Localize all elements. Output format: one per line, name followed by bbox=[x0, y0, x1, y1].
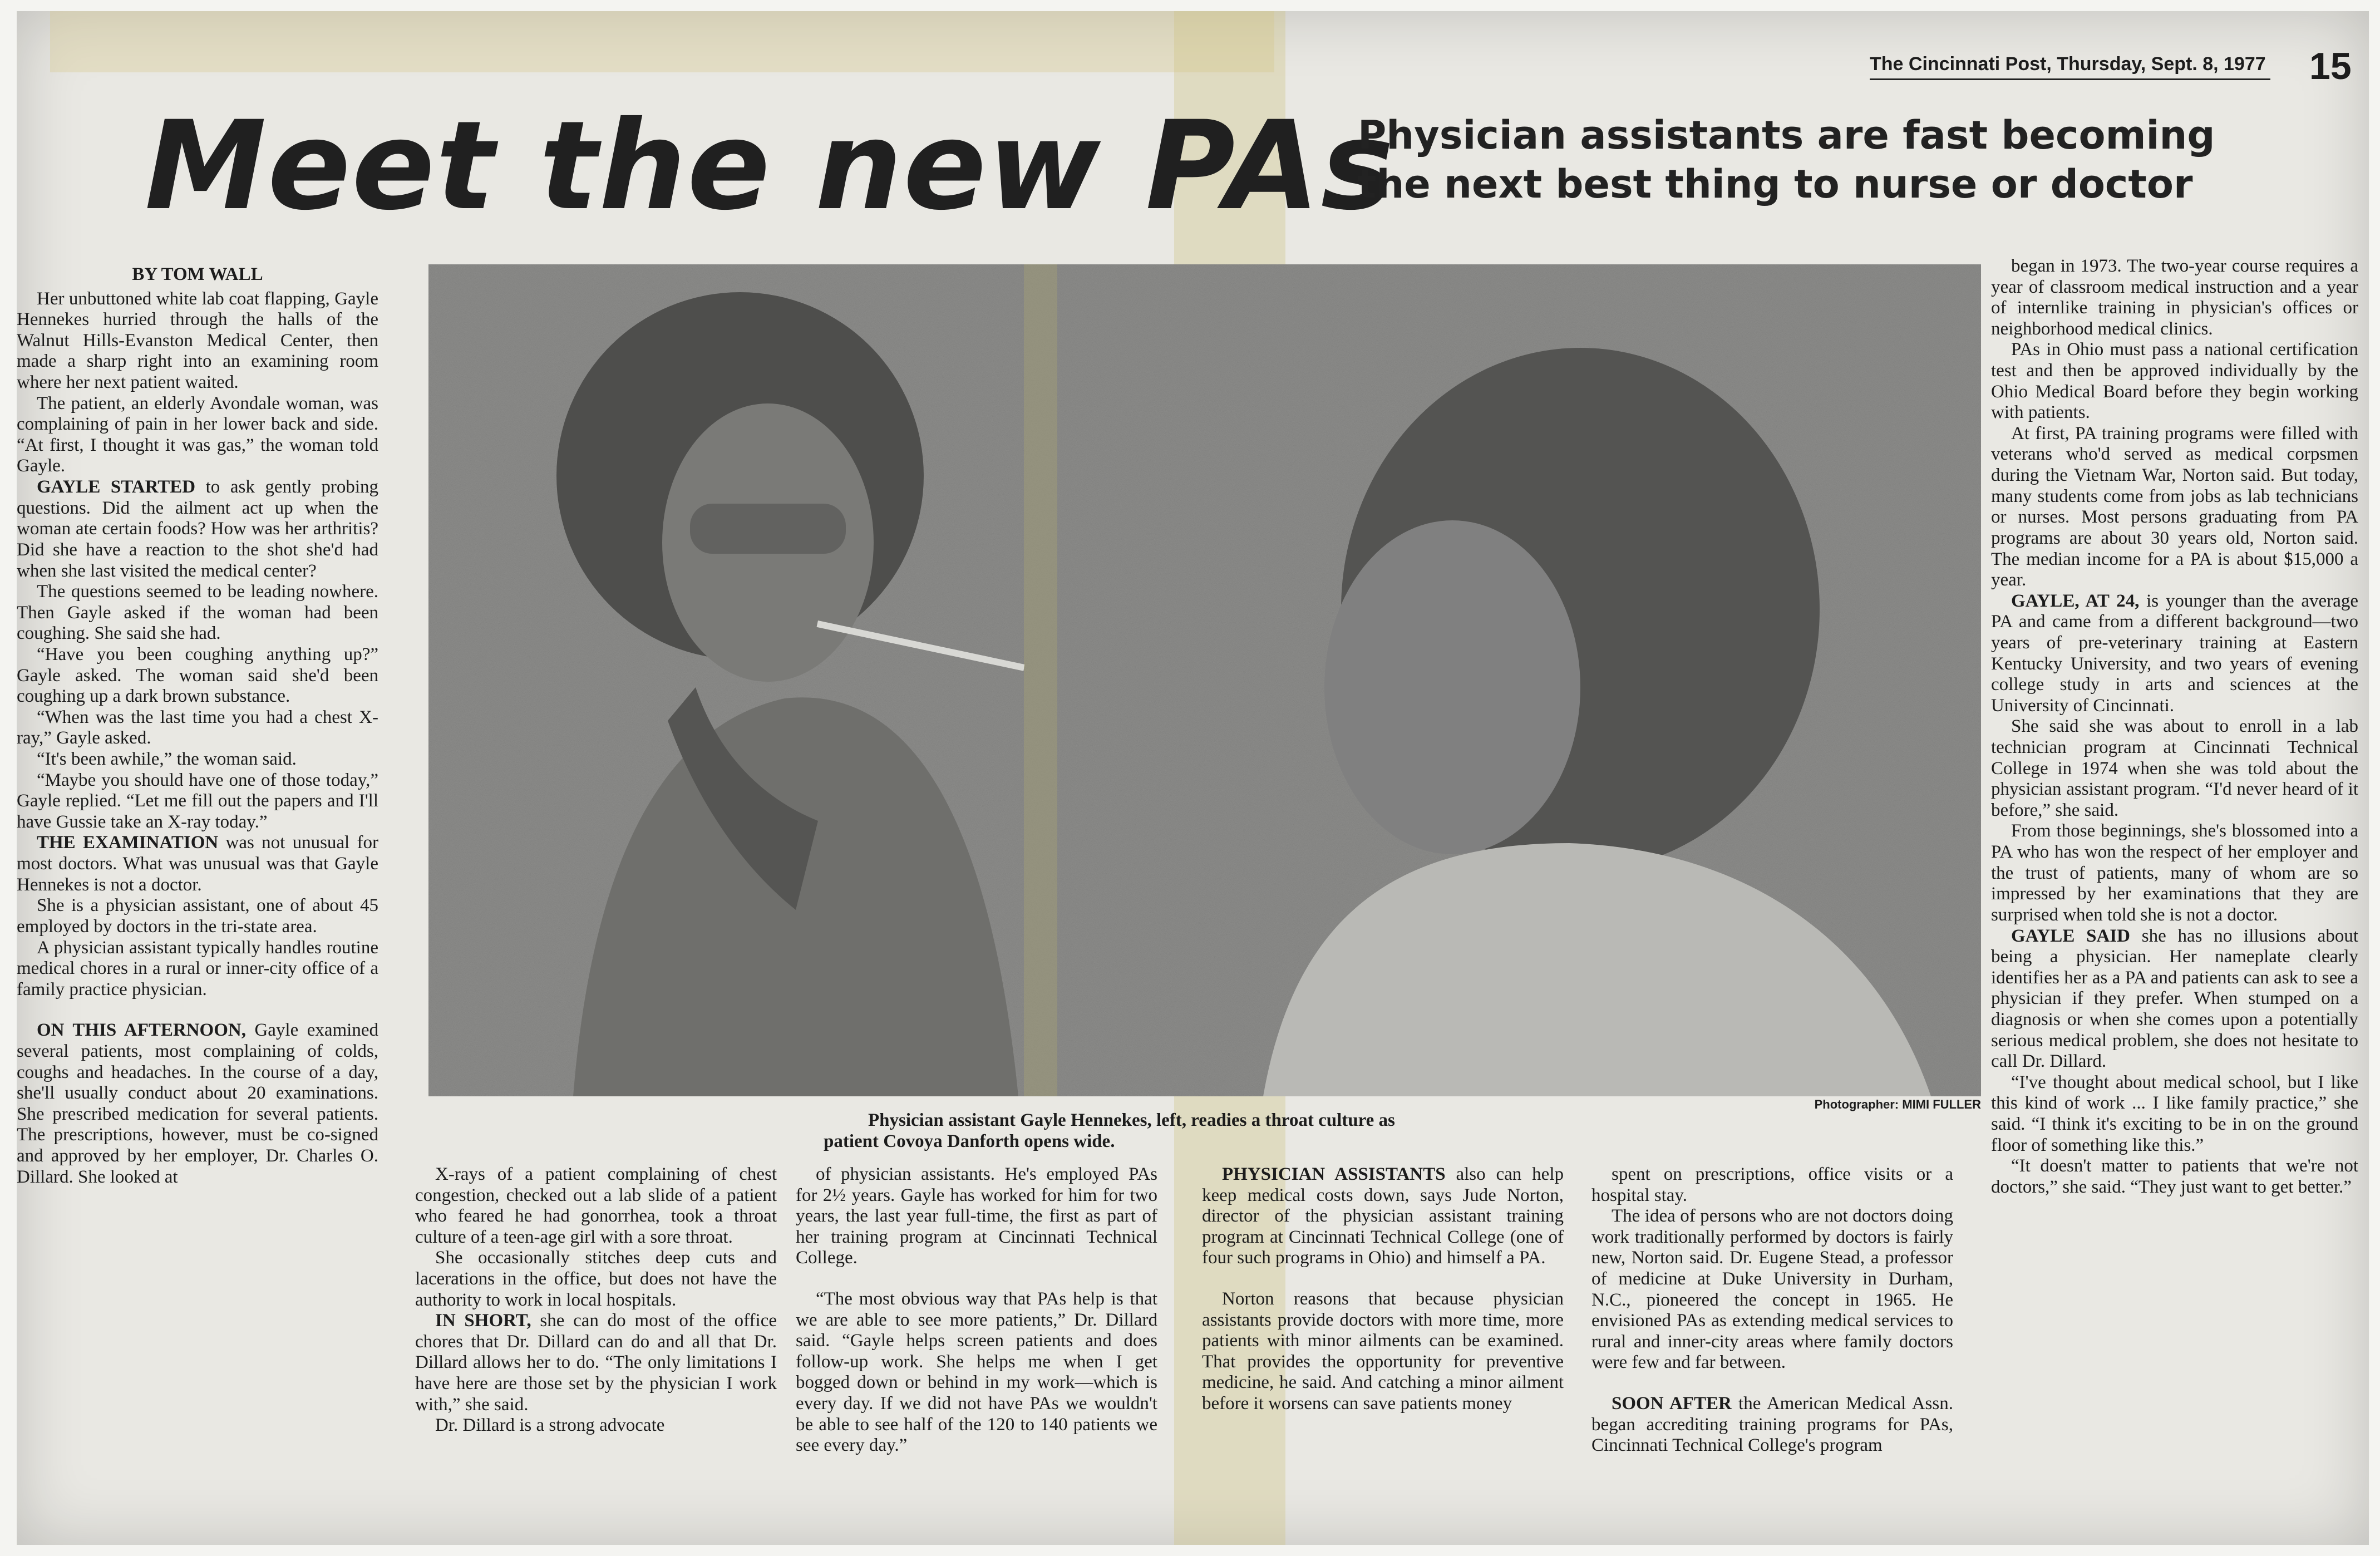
paragraph-text: “It doesn't matter to patients that we're not doctors,” she said. “They just want to get better.” bbox=[1991, 1156, 2358, 1197]
paragraph-text: to ask gently probing questions. Did the ailment act up when the woman ate certain foods? How was her arthritis? Did she have a reaction to the shot she'd had when she last visited the medical center? bbox=[17, 477, 378, 581]
article-paragraph bbox=[1991, 1072, 2358, 1156]
article-paragraph bbox=[1991, 424, 2358, 591]
paragraph-text: The idea of persons who are not doctors doing work traditionally performed by doctors is fairly new, Norton said. Dr. Eugene Stead, a professor of medicine at Duke University in Durham, N.C., pioneered the concept in 1965. He envisioned PAs as extending medical services to rural and inner-city areas where family doctors were few and far between. bbox=[1591, 1206, 1953, 1373]
article-paragraph bbox=[17, 938, 378, 1001]
article-paragraph bbox=[1202, 1164, 1564, 1269]
article-column-6 bbox=[1991, 256, 2358, 1539]
article-paragraph bbox=[17, 289, 378, 393]
article-paragraph bbox=[415, 1415, 777, 1436]
subhead-lead: IN SHORT, bbox=[435, 1311, 531, 1331]
article-paragraph bbox=[1591, 1206, 1953, 1373]
paragraph-text: “The most obvious way that PAs help is that we are able to see more patients,” Dr. Dillard said. “Gayle helps screen patients and does follow-up work. She helps me when I get bogged down or behind in my work—which is every day. If we did not have PAs we wouldn't be able to see half of the 120 to 140 patients we see every day.” bbox=[796, 1289, 1157, 1456]
paragraph-text: X-rays of a patient complaining of chest congestion, checked out a lab slide of a patient who feared he had gonorrhea, took a throat culture of a teen-age girl with a sore throat. bbox=[415, 1164, 777, 1247]
article-paragraph bbox=[796, 1164, 1157, 1269]
paragraph-gap bbox=[1202, 1269, 1564, 1289]
article-paragraph bbox=[415, 1311, 777, 1415]
photo-image bbox=[428, 264, 1981, 1096]
article-paragraph bbox=[17, 582, 378, 644]
article-paragraph bbox=[17, 393, 378, 477]
tape-stain bbox=[50, 11, 1274, 72]
paragraph-text: Dr. Dillard is a strong advocate bbox=[435, 1415, 665, 1436]
paragraph-gap bbox=[17, 1000, 378, 1020]
page-number: 15 bbox=[2309, 45, 2352, 87]
paragraph-text: the American Medical Assn. began accrediting training programs for PAs, Cincinnati Technical College's program bbox=[1591, 1393, 1953, 1456]
byline: BY TOM WALL bbox=[132, 264, 263, 284]
article-paragraph bbox=[1202, 1289, 1564, 1415]
article-paragraph bbox=[796, 1289, 1157, 1456]
photo-fold bbox=[1024, 264, 1057, 1096]
paragraph-gap bbox=[796, 1269, 1157, 1289]
article-paragraph bbox=[17, 895, 378, 937]
article-column-5 bbox=[1591, 1164, 1953, 1543]
paragraph-text: Gayle examined several patients, most complaining of colds, coughs and headaches. In the course of a day, she'll usually conduct about 20 examinations. She prescribed medication for several patients. The prescriptions, however, must be co-signed and approved by her employer, Dr. Charles O. Dillard. She looked at bbox=[17, 1020, 378, 1187]
photo-caption bbox=[824, 1110, 1614, 1153]
paragraph-text: Her unbuttoned white lab coat flapping, Gayle Hennekes hurried through the halls of the Walnut Hills-Evanston Medical Center, then made a sharp right into an examining room where her next patient waited. bbox=[17, 288, 378, 393]
subhead-lead: THE EXAMINATION bbox=[37, 833, 219, 853]
article-paragraph bbox=[415, 1248, 777, 1311]
paragraph-text: was not unusual for most doctors. What was unusual was that Gayle Hennekes is not a doctor. bbox=[17, 833, 378, 895]
subhead-lead: ON THIS AFTERNOON, bbox=[37, 1020, 246, 1041]
paragraph-text: She said she was about to enroll in a lab technician program at Cincinnati Technical College in 1974 when she was told about the physician assistant program. “I'd never heard of it before,” she said. bbox=[1991, 716, 2358, 820]
paragraph-text: PAs in Ohio must pass a national certification test and then be approved individually by the Ohio Medical Board before they begin working with patients. bbox=[1991, 339, 2358, 423]
newspaper-page bbox=[17, 11, 2369, 1545]
article-paragraph bbox=[17, 1020, 378, 1188]
photo-credit: Photographer: MIMI FULLER bbox=[1814, 1097, 1981, 1111]
article-paragraph bbox=[17, 644, 378, 707]
paragraph-gap bbox=[1591, 1373, 1953, 1393]
deck-line-1: Physician assistants are fast becoming bbox=[1358, 112, 2215, 158]
caption-line-2: patient Covoya Danforth opens wide. bbox=[824, 1131, 1115, 1151]
article-paragraph bbox=[1991, 1156, 2358, 1198]
subhead-lead: SOON AFTER bbox=[1612, 1393, 1732, 1414]
patient-face bbox=[1324, 520, 1580, 854]
paragraph-text: She is a physician assistant, one of about 45 employed by doctors in the tri-state area. bbox=[17, 895, 378, 937]
paragraph-text: She occasionally stitches deep cuts and lacerations in the office, but does not have the authority to work in local hospitals. bbox=[415, 1248, 777, 1310]
article-paragraph bbox=[17, 477, 378, 582]
article-paragraph bbox=[17, 770, 378, 833]
headline: Meet the new PAs bbox=[145, 95, 1395, 237]
article-paragraph bbox=[1991, 339, 2358, 423]
paragraph-text: A physician assistant typically handles routine medical chores in a rural or inner-city office of a family practice physician. bbox=[17, 937, 378, 999]
news-photo bbox=[428, 264, 1981, 1096]
paragraph-text: “I've thought about medical school, but I like this kind of work ... I like family practice,” she said. “I think it's exciting to be in on the ground floor of something like this.” bbox=[1991, 1072, 2358, 1155]
article-paragraph bbox=[1591, 1393, 1953, 1456]
article-paragraph bbox=[17, 833, 378, 895]
masthead: The Cincinnati Post, Thursday, Sept. 8, 1977 bbox=[1870, 53, 2270, 80]
paragraph-text: “Have you been coughing anything up?” Gayle asked. The woman said she'd been coughing up a dark brown substance. bbox=[17, 644, 378, 707]
deck-line-2: the next best thing to nurse or doctor bbox=[1358, 161, 2193, 207]
article-paragraph bbox=[1591, 1164, 1953, 1206]
article-paragraph bbox=[415, 1164, 777, 1248]
article-paragraph bbox=[1991, 256, 2358, 339]
article-column-2 bbox=[415, 1164, 777, 1543]
subhead-lead: GAYLE, AT 24, bbox=[2011, 590, 2140, 611]
article-paragraph bbox=[1991, 821, 2358, 925]
deck-headline bbox=[1358, 111, 2304, 209]
caption-line-1: Physician assistant Gayle Hennekes, left, readies a throat culture as bbox=[868, 1110, 1395, 1130]
paragraph-text: of physician assistants. He's employed PAs for 2½ years. Gayle has worked for him for two years, the last year full-time, the first as part of her training program at Cincinnati Technical College. bbox=[796, 1164, 1157, 1268]
paragraph-text: At first, PA training programs were filled with veterans who'd served as medical corpsmen during the Vietnam War, Norton said. But today, many students come from jobs as lab technicians or nurses. Most persons graduating from PA programs are about 30 years old, Norton said. The median income for a PA is about $15,000 a year. bbox=[1991, 423, 2358, 590]
pa-glasses bbox=[690, 504, 846, 554]
article-paragraph bbox=[1991, 716, 2358, 821]
article-column-1 bbox=[17, 264, 378, 1539]
article-paragraph bbox=[17, 707, 378, 749]
paragraph-text: spent on prescriptions, office visits or a hospital stay. bbox=[1591, 1164, 1953, 1205]
paragraph-text: she can do most of the office chores that Dr. Dillard can do and all that Dr. Dillard allows her to do. “The only limitations I have here are those set by the physician I work with,” she said. bbox=[415, 1311, 777, 1415]
paragraph-text: “It's been awhile,” the woman said. bbox=[37, 749, 297, 770]
paragraph-text: “When was the last time you had a chest X-ray,” Gayle asked. bbox=[17, 707, 378, 749]
subhead-lead: PHYSICIAN ASSISTANTS bbox=[1222, 1164, 1446, 1184]
paragraph-text: From those beginnings, she's blossomed into a PA who has won the respect of her employer and the trust of patients, many of whom are so impressed by her examinations that they are surprised when told she is not a doctor. bbox=[1991, 821, 2358, 925]
paragraph-text: The questions seemed to be leading nowhere. Then Gayle asked if the woman had been coughing. She said she had. bbox=[17, 582, 378, 644]
paragraph-text: began in 1973. The two-year course requires a year of classroom medical instruction and a year of internlike training in physician's offices or neighborhood medical clinics. bbox=[1991, 256, 2358, 339]
paragraph-text: Norton reasons that because physician assistants provide doctors with more time, more patients with minor ailments can be examined. That provides the opportunity for preventive medicine, he said. And catching a minor ailment before it worsens can save patients money bbox=[1202, 1289, 1564, 1414]
paragraph-text: The patient, an elderly Avondale woman, was complaining of pain in her lower back and side. “At first, I thought it was gas,” the woman told Gayle. bbox=[17, 393, 378, 476]
paragraph-text: “Maybe you should have one of those today,” Gayle replied. “Let me fill out the papers and I'll have Gussie take an X-ray today.” bbox=[17, 770, 378, 832]
article-paragraph bbox=[1991, 926, 2358, 1072]
paragraph-text: also can help keep medical costs down, says Jude Norton, director of the physician assistant training program at Cincinnati Technical College (one of four such programs in Ohio) and himself a PA. bbox=[1202, 1164, 1564, 1268]
paragraph-text: is younger than the average PA and came from a different background—two years of pre-veterinary training at Eastern Kentucky University, and two years of evening college study in arts and sciences at the University of Cincinnati. bbox=[1991, 590, 2358, 716]
article-column-4 bbox=[1202, 1164, 1564, 1543]
article-column-3 bbox=[796, 1164, 1157, 1543]
article-paragraph bbox=[1991, 591, 2358, 717]
paragraph-text: she has no illusions about being a physician. Her nameplate clearly identifies her as a PA and patients can ask to see a physician if they prefer. When stumped on a diagnosis or when she comes upon a potentially serious medical problem, she does not hesitate to call Dr. Dillard. bbox=[1991, 925, 2358, 1072]
subhead-lead: GAYLE SAID bbox=[2011, 925, 2130, 946]
article-paragraph bbox=[17, 749, 378, 770]
subhead-lead: GAYLE STARTED bbox=[37, 477, 196, 498]
